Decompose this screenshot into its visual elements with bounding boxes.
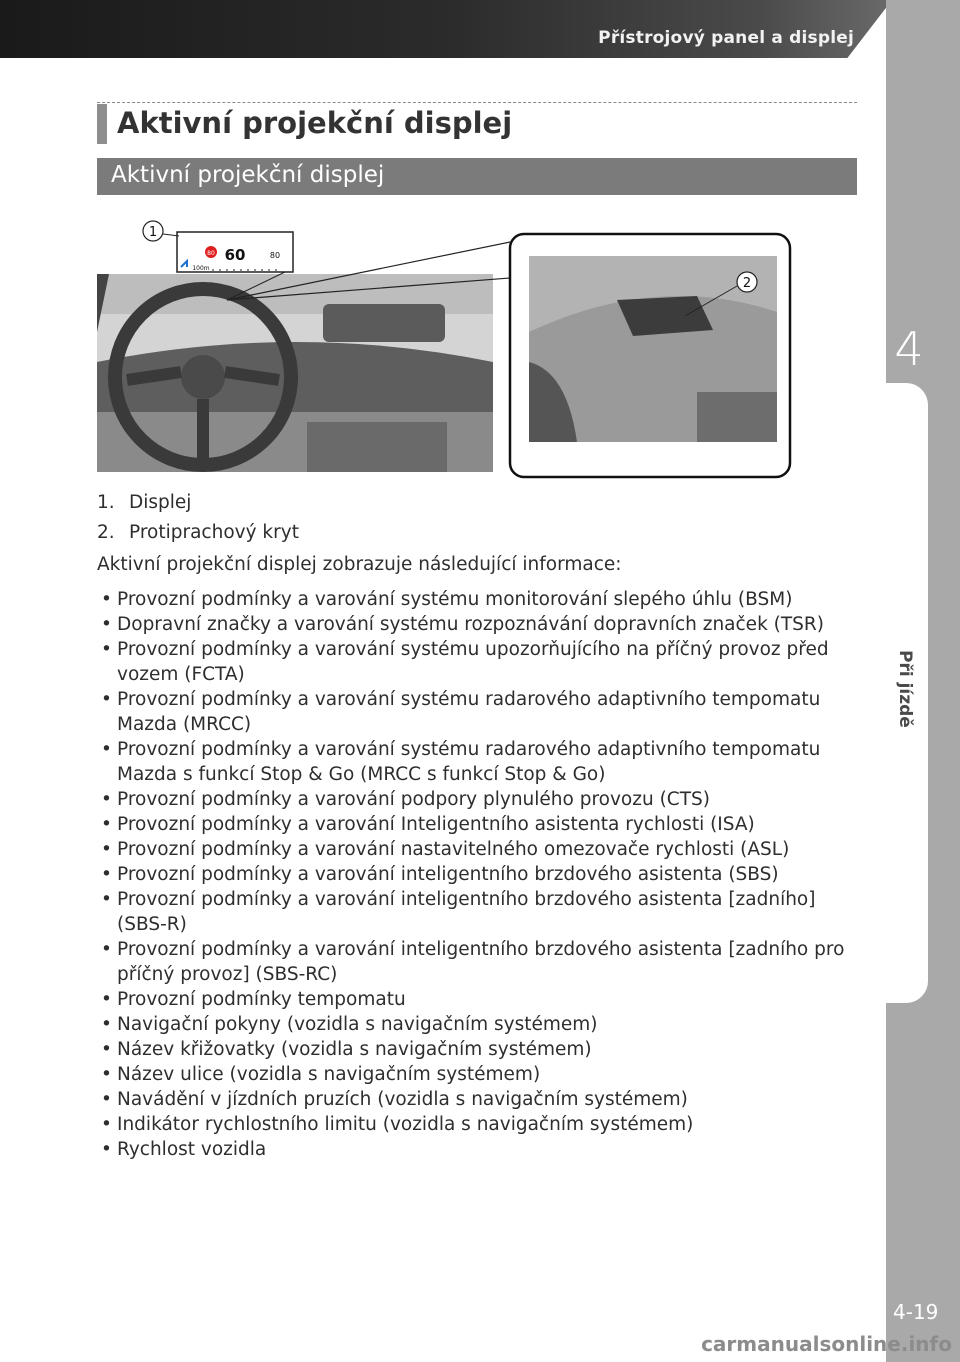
- watermark: carmanualsonline.info: [701, 1332, 952, 1356]
- list-item: • Provozní podmínky a varování nastavitelného omezovače rychlosti (ASL): [101, 837, 867, 862]
- chapter-number: 4: [894, 322, 924, 376]
- chapter-label: Při jízdě: [895, 650, 915, 728]
- list-item: • Provozní podmínky tempomatu: [101, 987, 867, 1012]
- body-text: [97, 490, 867, 1162]
- item-text: Displej: [129, 492, 192, 513]
- list-item: • Provozní podmínky a varování systému upozorňujícího na příčný provoz před vozem (FCTA): [101, 637, 867, 687]
- callout-2-label: 2: [742, 276, 752, 291]
- page-header-title: Přístrojový panel a displej: [598, 28, 854, 48]
- list-item: • Provozní podmínky a varování Inteligentního asistenta rychlosti (ISA): [101, 812, 867, 837]
- list-item: • Provozní podmínky a varování inteligentního brzdového asistenta [zadního] (SBS-R): [101, 887, 867, 937]
- info-list: [97, 587, 867, 1162]
- list-item: • Provozní podmínky a varování inteligentního brzdového asistenta (SBS): [101, 862, 867, 887]
- item-number: 2.: [97, 522, 115, 543]
- center-display-icon: [323, 304, 445, 342]
- list-item: • Provozní podmínky a varování inteligentního brzdového asistenta [zadního pro příčný provoz] (SBS-RC): [101, 937, 867, 987]
- list-item: • Provozní podmínky a varování systému monitorování slepého úhlu (BSM): [101, 587, 867, 612]
- subsection-heading: Aktivní projekční displej: [111, 162, 385, 188]
- dust-cover-icon: [617, 296, 713, 336]
- list-item: • Provozní podmínky a varování systému radarového adaptivního tempomatu Mazda s funkcí Stop & Go (MRCC s funkcí Stop & Go): [101, 737, 867, 787]
- hud-distance: 100m: [192, 265, 210, 272]
- numbered-item: [97, 490, 867, 515]
- list-item: • Název ulice (vozidla s navigačním systémem): [101, 1062, 867, 1087]
- heading-marker: [97, 104, 107, 144]
- callout-1-label: 1: [148, 225, 158, 240]
- item-number: 1.: [97, 492, 115, 513]
- list-item: • Název křižovatky (vozidla s navigačním systémem): [101, 1037, 867, 1062]
- dashboard-illustration-svg: [97, 212, 797, 482]
- list-item: • Provozní podmínky a varování podpory plynulého provozu (CTS): [101, 787, 867, 812]
- hud-set-speed: 80: [269, 251, 281, 260]
- intro-paragraph: Aktivní projekční displej zobrazuje následující informace:: [97, 554, 622, 575]
- list-item: • Navádění v jízdních pruzích (vozidla s navigačním systémem): [101, 1087, 867, 1112]
- item-text: Protiprachový kryt: [129, 522, 299, 543]
- numbered-item: [97, 520, 867, 545]
- hud-illustration: [97, 212, 797, 482]
- list-item: • Provozní podmínky a varování systému radarového adaptivního tempomatu Mazda (MRCC): [101, 687, 867, 737]
- list-item: • Indikátor rychlostního limitu (vozidla s navigačním systémem): [101, 1112, 867, 1137]
- list-item: • Navigační pokyny (vozidla s navigačním systémem): [101, 1012, 867, 1037]
- page-number: 4-19: [893, 1300, 939, 1324]
- list-item: • Dopravní značky a varování systému rozpoznávání dopravních značek (TSR): [101, 612, 867, 637]
- section-divider: [97, 102, 857, 103]
- hud-sign-value: 80: [207, 250, 215, 257]
- list-item: • Rychlost vozidla: [101, 1137, 867, 1162]
- section-heading: Aktivní projekční displej: [117, 106, 513, 140]
- hud-speed: 60: [224, 246, 246, 264]
